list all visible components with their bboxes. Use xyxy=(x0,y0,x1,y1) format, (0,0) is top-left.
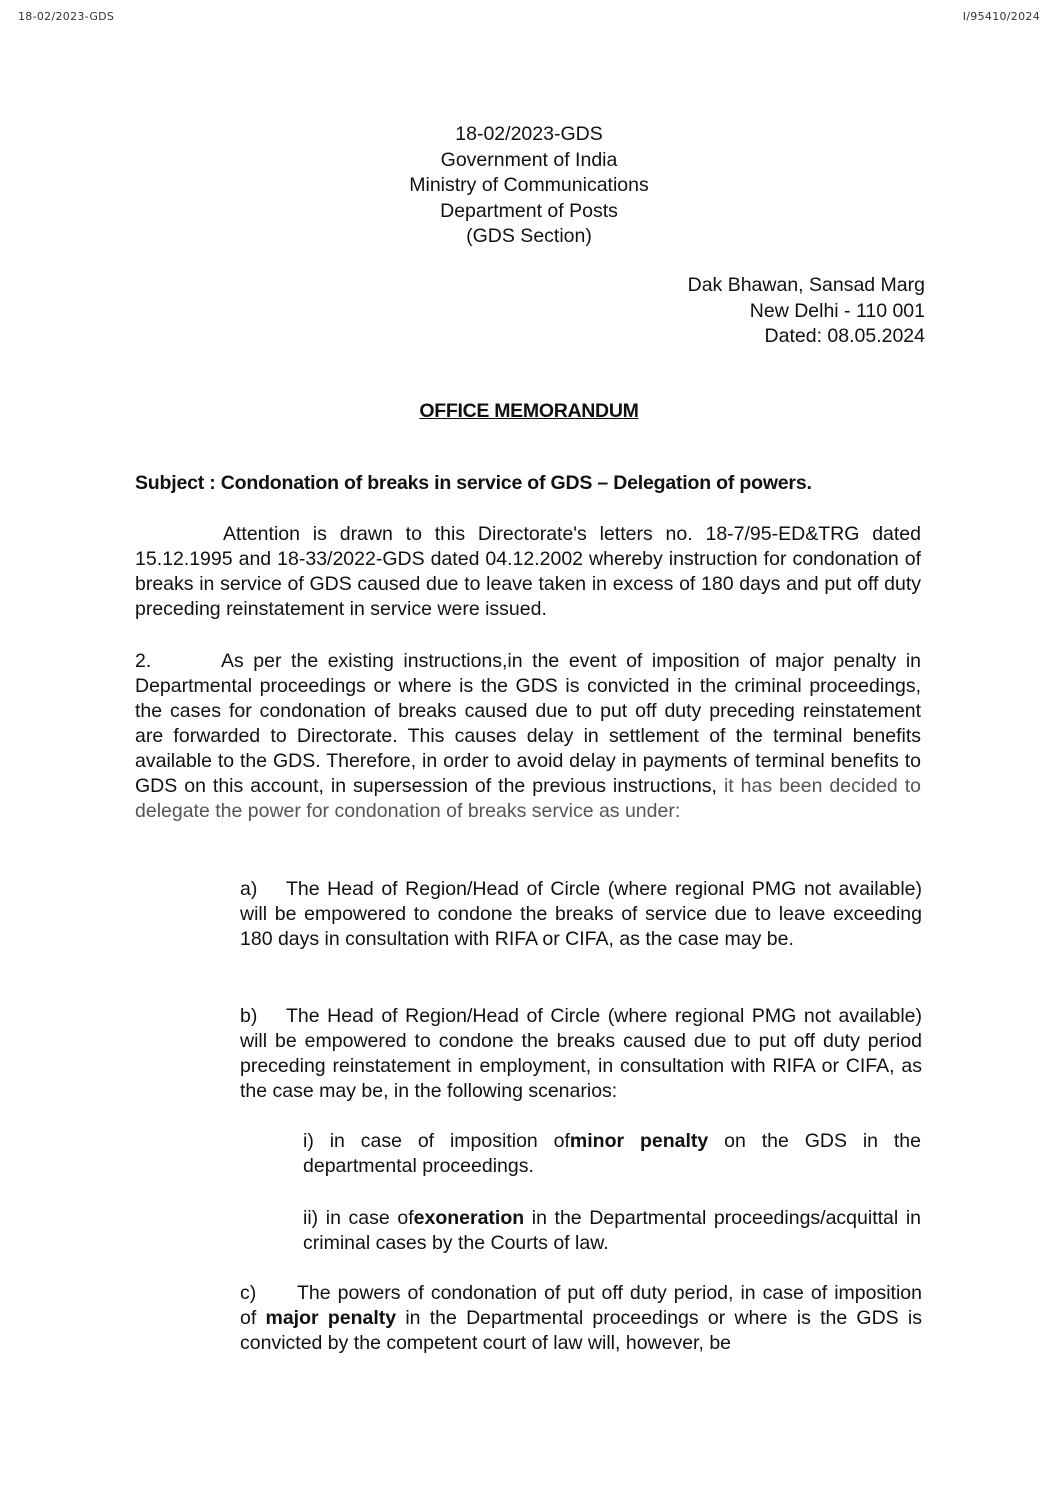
paragraph-2 xyxy=(135,649,921,824)
letterhead-department: Department of Posts xyxy=(440,199,618,222)
letterhead-file-no: 18-02/2023-GDS xyxy=(455,123,603,145)
page-header-receipt-no: I/95410/2024 xyxy=(962,10,1040,23)
clause-b-i xyxy=(303,1129,921,1179)
clause-b-i-suffix: on the GDS in the departmental proceedings. xyxy=(303,1130,921,1177)
clause-b-ii xyxy=(303,1206,921,1256)
clause-b-ii-prefix: ii) in case of xyxy=(303,1207,414,1229)
letterhead-government: Government of India xyxy=(440,148,618,171)
clause-b-marker: b) xyxy=(240,1005,258,1027)
clause-c-suffix: in the Departmental proceedings or where is the GDS is convicted by the competent court of law will, however, be xyxy=(240,1307,922,1354)
address-line1: Dak Bhawan, Sansad Marg xyxy=(687,274,925,296)
clause-b-ii-bold: exoneration xyxy=(413,1207,525,1229)
clause-c-marker: c) xyxy=(240,1282,257,1304)
clause-b-i-bold: minor penalty xyxy=(569,1130,709,1152)
paragraph-2-gray-text: it has been decided to delegate the power for condonation of breaks service as under: xyxy=(135,775,921,822)
clause-b-text: The Head of Region/Head of Circle (where regional PMG not available) will be empowered to condone the breaks caused due to put off duty period preceding reinstatement in employment, in consultation with RIFA or CIFA, as the case may be, in the following scenarios: xyxy=(240,1005,922,1102)
clause-a-marker: a) xyxy=(240,878,258,900)
clause-a xyxy=(240,877,922,952)
clause-c-prefix: The powers of condonation of put off duty period, in case of imposition of xyxy=(240,1282,922,1329)
clause-a-text: The Head of Region/Head of Circle (where regional PMG not available) will be empowered to condone the breaks of service due to leave exceeding 180 days in consultation with RIFA or CIFA, as the case may be. xyxy=(240,878,922,950)
paragraph-1: Attention is drawn to this Directorate's letters no. 18-7/95-ED&TRG dated 15.12.1995 and 18-33/2022-GDS dated 04.12.2002 whereby instruction for condonation of breaks in service of GDS caused due to leave taken in excess of 180 days and put off duty preceding reinstatement in service were issued. xyxy=(135,523,921,620)
address-block xyxy=(688,273,925,350)
clause-c-bold: major penalty xyxy=(265,1307,397,1329)
memo-title: OFFICE MEMORANDUM xyxy=(419,400,639,422)
address-dated: Dated: 08.05.2024 xyxy=(764,325,925,347)
paragraph-2-text: As per the existing instructions,in the event of imposition of major penalty in Departmental proceedings or where is the GDS is convicted in the criminal proceedings, the cases for condonation of breaks caused due to put off duty preceding reinstatement are forwarded to Directorate. This causes delay in settlement of the terminal benefits available to the GDS. Therefore, in order to avoid delay in payments of terminal benefits to GDS on this account, in supersession of the previous instructions, xyxy=(135,650,921,797)
letterhead xyxy=(0,122,1058,250)
page-header-file-ref: 18-02/2023-GDS xyxy=(18,10,115,23)
clause-b-ii-suffix: in the Departmental proceedings/acquittal in criminal cases by the Courts of law. xyxy=(303,1207,921,1254)
clause-b-i-prefix: i) in case of imposition of xyxy=(303,1130,570,1152)
clause-c xyxy=(240,1281,922,1356)
paragraph-2-number: 2. xyxy=(135,650,152,672)
clause-b xyxy=(240,1004,922,1104)
letterhead-ministry: Ministry of Communications xyxy=(409,174,649,196)
letterhead-section: (GDS Section) xyxy=(466,225,592,247)
address-line2: New Delhi - 110 001 xyxy=(749,299,925,322)
subject-line: Subject : Condonation of breaks in service of GDS – Delegation of powers. xyxy=(135,472,812,494)
